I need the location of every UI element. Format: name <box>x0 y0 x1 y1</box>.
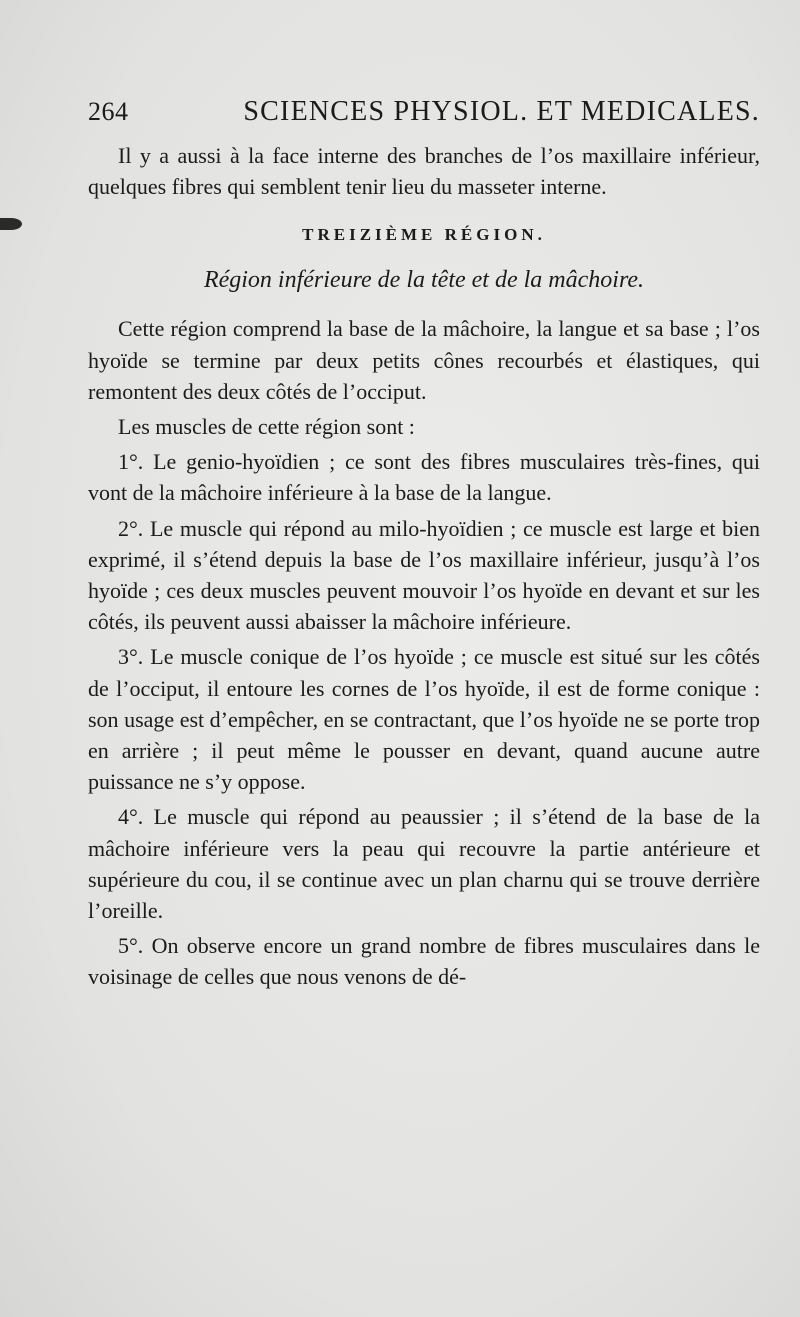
text-block <box>88 88 760 993</box>
paragraph: 5°. On observe encore un grand nombre de fibres musculaires dans le voisinage de celles que nous venons de dé- <box>88 933 760 990</box>
page-header <box>88 88 760 136</box>
margin-ink-mark <box>0 218 22 230</box>
section-title: TREIZIÈME RÉGION. <box>302 225 546 245</box>
running-title: SCIENCES PHYSIOL. ET MEDICALES. <box>243 96 760 127</box>
paragraph: 2°. Le muscle qui répond au milo-hyoïdien ; ce muscle est large et bien exprimé, il s’étend depuis la base de l’os maxillaire inférieur, jusqu’à l’os hyoïde ; ces deux muscles peuvent mouvoir l’os hyoïde en devant et sur les côtés, ils peuvent aussi abaisser la mâchoire inférieure. <box>88 515 760 635</box>
page-number: 264 <box>88 97 129 126</box>
paragraph: 4°. Le muscle qui répond au peaussier ; il s’étend de la base de la mâchoire inférieure vers la peau qui recouvre la partie antérieure et supérieure du cou, il se continue avec un plan charnu qui se trouve derrière l’oreille. <box>88 804 760 924</box>
paragraph: Les muscles de cette région sont : <box>118 414 415 440</box>
section-subtitle: Région inférieure de la tête et de la mâchoire. <box>203 267 645 294</box>
paragraph-intro: Il y a aussi à la face interne des branches de l’os maxillaire inférieur, quelques fibres qui semblent tenir lieu du masseter interne. <box>88 143 760 200</box>
paragraph: 3°. Le muscle conique de l’os hyoïde ; ce muscle est situé sur les côtés de l’occiput, il entoure les cornes de l’os hyoïde, il est de forme conique : son usage est d’empêcher, en se contractant, que l’os hyoïde ne se porte trop en arrière ; il peut même le pousser en devant, quand aucune autre puissance ne s’y oppose. <box>88 644 760 795</box>
paragraph: 1°. Le genio-hyoïdien ; ce sont des fibres musculaires très-fines, qui vont de la mâchoire inférieure à la base de la langue. <box>88 449 760 506</box>
paragraph: Cette région comprend la base de la mâchoire, la langue et sa base ; l’os hyoïde se termine par deux petits cônes recourbés et élastiques, qui remontent des deux côtés de l’occiput. <box>88 316 760 404</box>
